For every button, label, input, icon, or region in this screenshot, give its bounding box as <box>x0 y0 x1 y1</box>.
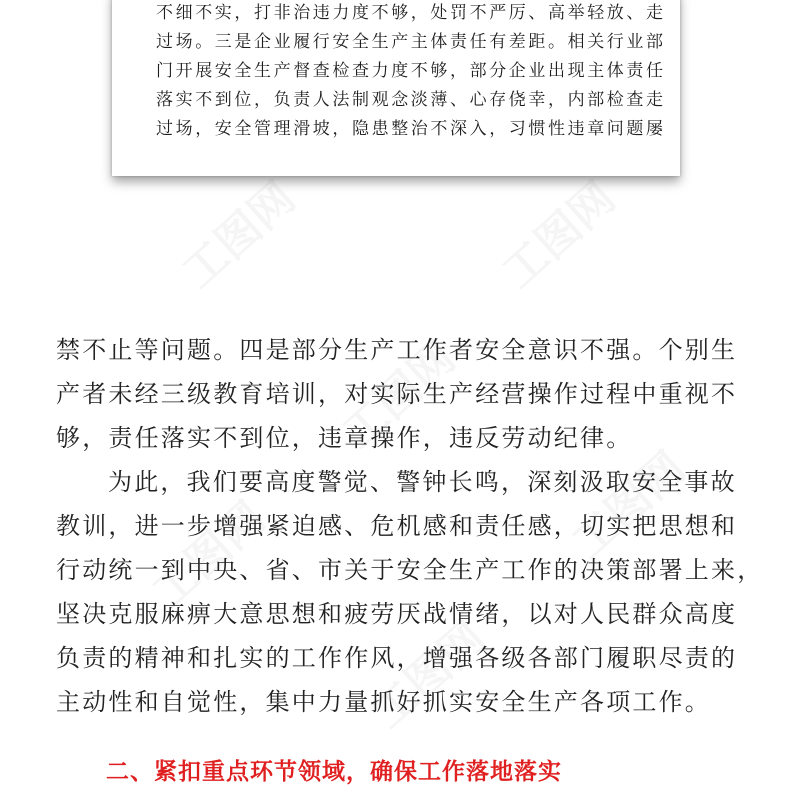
card-text-line: 不细不实，打非治违力度不够，处罚不严厉、高举轻放、走 <box>156 3 666 23</box>
card-text-line: 落实不到位，负责人法制观念淡薄、心存侥幸，内部检查走 <box>156 90 666 110</box>
body-text-line: 负责的精神和扎实的工作作风，增强各级各部门履职尽责的 <box>56 644 738 672</box>
body-paragraph-start: 为此，我们要高度警觉、警钟长鸣，深刻汲取安全事故 <box>108 468 737 496</box>
watermark: 工图网 <box>492 172 626 299</box>
page-preview-card <box>112 0 680 176</box>
watermark: 工图网 <box>332 332 466 459</box>
watermark: 工图网 <box>142 492 276 619</box>
watermark: 工图网 <box>562 442 696 569</box>
card-text-line: 门开展安全生产督查检查力度不够，部分企业出现主体责任 <box>156 61 666 81</box>
card-text-block <box>156 0 666 144</box>
watermark: 工图网 <box>362 612 496 739</box>
card-text-line: 过场。三是企业履行安全生产主体责任有差距。相关行业部 <box>156 32 666 52</box>
watermark: 工图网 <box>172 172 306 299</box>
body-text-line: 坚决克服麻痹大意思想和疲劳厌战情绪，以对人民群众高度 <box>56 600 738 628</box>
body-text-block <box>56 328 764 724</box>
card-text-line: 过场，安全管理滑坡，隐患整治不深入，习惯性违章问题屡 <box>156 119 666 139</box>
body-text-line: 产者未经三级教育培训，对实际生产经营操作过程中重视不 <box>56 380 738 408</box>
section-heading: 二、紧扣重点环节领域，确保工作落地落实 <box>106 759 562 785</box>
body-text-line: 行动统一到中央、省、市关于安全生产工作的决策部署上来， <box>56 556 764 584</box>
body-text-line: 教训，进一步增强紧迫感、危机感和责任感，切实把思想和 <box>56 512 738 540</box>
body-text-line: 主动性和自觉性，集中力量抓好抓实安全生产各项工作。 <box>56 688 711 716</box>
body-text-line: 够，责任落实不到位，违章操作，违反劳动纪律。 <box>56 424 633 452</box>
body-text-line: 禁不止等问题。四是部分生产工作者安全意识不强。个别生 <box>56 336 738 364</box>
